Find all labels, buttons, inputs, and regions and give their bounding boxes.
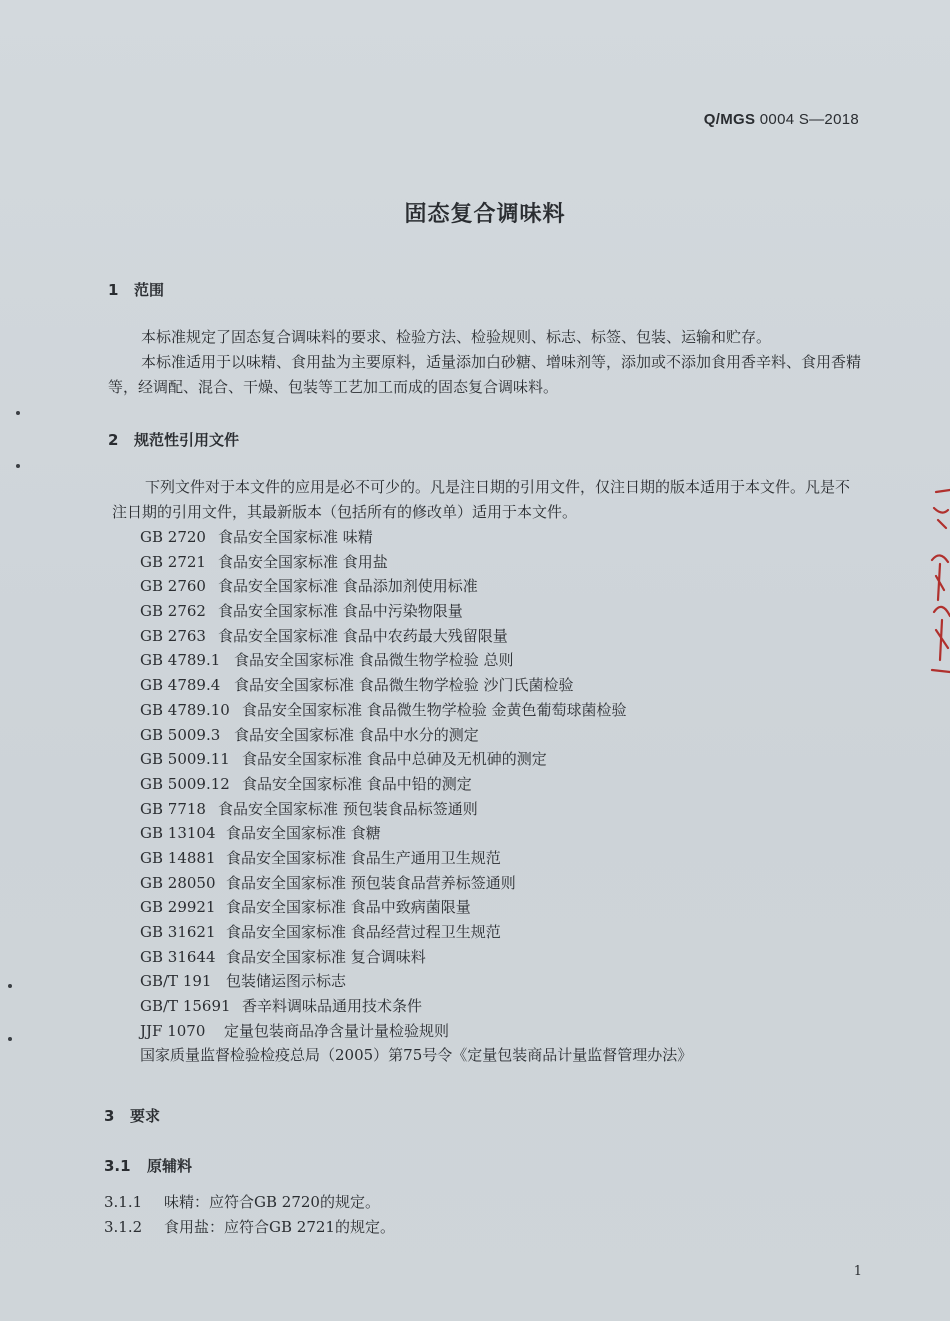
punch-mark [8,984,12,988]
reference-item: GB 31621 食品安全国家标准 食品经营过程卫生规范 [140,923,501,941]
reference-item: GB 2760 食品安全国家标准 食品添加剂使用标准 [140,577,478,596]
section-number: 3.1 [104,1157,131,1175]
standard-code-prefix: Q/MGS [703,111,756,128]
section-title: 原辅料 [147,1157,193,1175]
section-1-heading [108,279,164,300]
reference-item: GB 29921 食品安全国家标准 食品中致病菌限量 [140,898,471,917]
reference-item: GB 7718 食品安全国家标准 预包装食品标签通则 [140,799,478,818]
reference-item: GB/T 15691 香辛料调味品通用技术条件 [140,997,423,1016]
standard-code-suffix: 0004 S—2018 [759,111,859,128]
punch-mark [16,411,20,415]
section-2-heading [108,429,239,450]
punch-mark [8,1037,12,1041]
red-seal-fragment [928,480,950,680]
reference-item: GB 2762 食品安全国家标准 食品中污染物限量 [140,602,463,621]
page-number: 1 [853,1264,862,1279]
reference-item: GB 31644 食品安全国家标准 复合调味料 [140,947,426,966]
section-title: 要求 [130,1107,161,1125]
reference-item: GB 4789.4 食品安全国家标准 食品微生物学检验 沙门氏菌检验 [140,676,574,695]
reference-item: GB 2721 食品安全国家标准 食用盐 [140,552,388,571]
scope-paragraph-1: 本标准规定了固态复合调味料的要求、检验方法、检验规则、标志、标签、包装、运输和贮存。 [141,328,772,346]
reference-item: 国家质量监督检验检疫总局（2005）第75号令《定量包装商品计量监督管理办法》 [140,1046,693,1065]
clause-3-1-2: 3.1.2 食用盐：应符合GB 2721的规定。 [104,1218,395,1236]
reference-list [140,525,692,1068]
section-3-heading [104,1105,160,1126]
reference-item: GB 5009.12 食品安全国家标准 食品中铅的测定 [140,774,472,793]
reference-item: GB/T 191 包装储运图示标志 [140,972,347,991]
normative-intro: 下列文件对于本文件的应用是必不可少的。凡是注日期的引用文件，仅注日期的版本适用于本文件。凡是不注日期的引用文件，其最新版本（包括所有的修改单）适用于本文件。 [112,478,851,521]
punch-mark [16,464,20,468]
reference-item: GB 5009.3 食品安全国家标准 食品中水分的测定 [140,725,479,744]
section-title: 范围 [134,281,165,299]
clause-3-1-1: 3.1.1 味精：应符合GB 2720的规定。 [104,1193,380,1211]
scope-paragraph-2: 本标准适用于以味精、食用盐为主要原料，适量添加白砂糖、增味剂等，添加或不添加食用香辛料、食用香精等，经调配、混合、干燥、包装等工艺加工而成的固态复合调味料。 [108,353,862,396]
standard-code [704,111,859,128]
document-title: 固态复合调味料 [404,202,566,227]
section-number: 2 [108,431,119,449]
section-title: 规范性引用文件 [134,431,240,449]
reference-item: JJF 1070 定量包装商品净含量计量检验规则 [140,1021,450,1040]
section-number: 3 [104,1107,115,1125]
reference-item: GB 14881 食品安全国家标准 食品生产通用卫生规范 [140,848,501,867]
reference-item: GB 13104 食品安全国家标准 食糖 [140,824,381,843]
reference-item: GB 2763 食品安全国家标准 食品中农药最大残留限量 [140,626,508,645]
reference-item: GB 2720 食品安全国家标准 味精 [140,528,373,546]
reference-item: GB 5009.11 食品安全国家标准 食品中总砷及无机砷的测定 [140,750,547,769]
reference-item: GB 4789.1 食品安全国家标准 食品微生物学检验 总则 [140,651,514,670]
section-number: 1 [108,281,119,299]
reference-item: GB 28050 食品安全国家标准 预包装食品营养标签通则 [140,873,516,892]
reference-item: GB 4789.10 食品安全国家标准 食品微生物学检验 金黄色葡萄球菌检验 [140,700,627,719]
section-3-1-heading [104,1155,192,1176]
